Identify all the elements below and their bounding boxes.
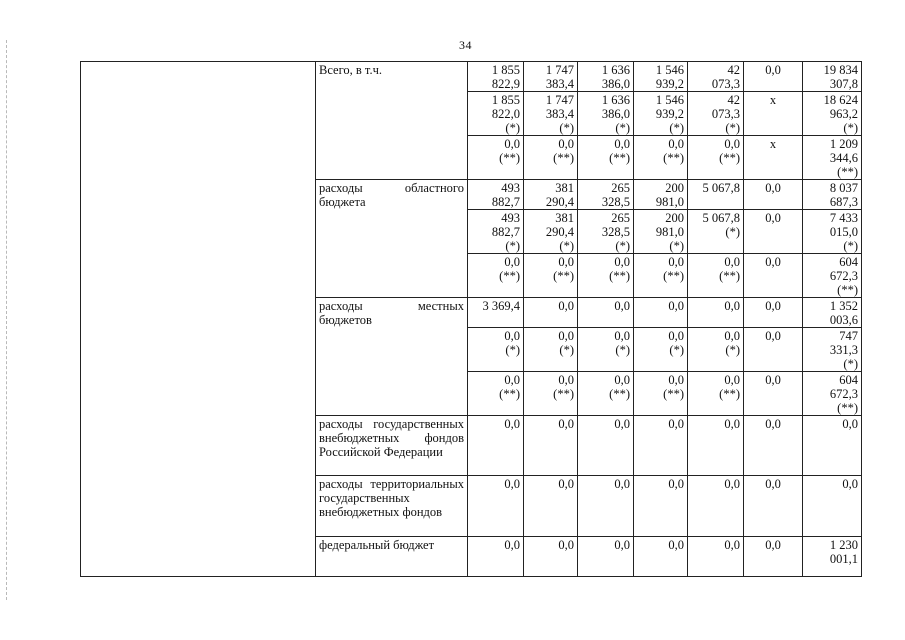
value-cell: 8 037 687,3: [803, 180, 862, 210]
value-cell: 0,0: [744, 372, 803, 416]
value-cell: 0,0: [634, 416, 688, 476]
budget-table: [80, 61, 862, 577]
value-cell: 0,0: [803, 416, 862, 476]
value-cell: 0,0 (**): [634, 136, 688, 180]
value-cell: 0,0 (**): [468, 254, 524, 298]
row-label: расходы местных бюджетов: [316, 298, 468, 416]
value-cell: х: [744, 136, 803, 180]
scan-edge-line: [6, 40, 7, 600]
value-cell: 0,0 (*): [578, 328, 634, 372]
value-cell: 200 981,0 (*): [634, 210, 688, 254]
value-cell: 0,0 (**): [524, 254, 578, 298]
value-cell: 0,0: [744, 210, 803, 254]
page-number: 34: [459, 38, 472, 52]
value-cell: 604 672,3 (**): [803, 254, 862, 298]
row-label: расходы территориальных государственных внебюджетных фондов: [316, 476, 468, 537]
value-cell: 0,0: [744, 537, 803, 577]
value-cell: 1 230 001,1: [803, 537, 862, 577]
value-cell: 0,0 (**): [578, 372, 634, 416]
value-cell: 0,0 (*): [468, 328, 524, 372]
value-cell: 1 747 383,4: [524, 62, 578, 92]
value-cell: 1 855 822,0 (*): [468, 92, 524, 136]
value-cell: х: [744, 92, 803, 136]
value-cell: 0,0 (**): [524, 372, 578, 416]
value-cell: 1 546 939,2 (*): [634, 92, 688, 136]
row-label: Всего, в т.ч.: [316, 62, 468, 180]
budget-table-body: [81, 62, 862, 577]
value-cell: 0,0 (*): [634, 328, 688, 372]
value-cell: 0,0: [744, 476, 803, 537]
value-cell: 0,0 (**): [468, 136, 524, 180]
value-cell: 0,0: [524, 416, 578, 476]
value-cell: 3 369,4: [468, 298, 524, 328]
value-cell: 0,0: [524, 476, 578, 537]
value-cell: 0,0 (*): [688, 328, 744, 372]
value-cell: 493 882,7 (*): [468, 210, 524, 254]
value-cell: 0,0: [634, 476, 688, 537]
value-cell: 5 067,8: [688, 180, 744, 210]
value-cell: 0,0: [634, 298, 688, 328]
value-cell: 200 981,0: [634, 180, 688, 210]
value-cell: 0,0 (**): [688, 136, 744, 180]
value-cell: 0,0 (*): [524, 328, 578, 372]
row-label: расходы областного бюджета: [316, 180, 468, 298]
value-cell: 265 328,5: [578, 180, 634, 210]
value-cell: 0,0 (**): [688, 254, 744, 298]
value-cell: 0,0 (**): [578, 136, 634, 180]
value-cell: 0,0: [744, 298, 803, 328]
value-cell: 0,0: [468, 476, 524, 537]
value-cell: 265 328,5 (*): [578, 210, 634, 254]
value-cell: 604 672,3 (**): [803, 372, 862, 416]
value-cell: 0,0 (**): [468, 372, 524, 416]
table-row: [81, 62, 862, 92]
value-cell: 381 290,4 (*): [524, 210, 578, 254]
value-cell: 42 073,3: [688, 62, 744, 92]
value-cell: 1 546 939,2: [634, 62, 688, 92]
value-cell: 5 067,8 (*): [688, 210, 744, 254]
value-cell: 0,0 (**): [578, 254, 634, 298]
value-cell: 0,0 (**): [524, 136, 578, 180]
value-cell: 0,0: [524, 298, 578, 328]
value-cell: 18 624 963,2 (*): [803, 92, 862, 136]
value-cell: 1 636 386,0 (*): [578, 92, 634, 136]
value-cell: 1 636 386,0: [578, 62, 634, 92]
value-cell: 0,0: [578, 298, 634, 328]
value-cell: 747 331,3 (*): [803, 328, 862, 372]
row-label: федеральный бюджет: [316, 537, 468, 577]
value-cell: 1 855 822,9: [468, 62, 524, 92]
value-cell: 0,0: [744, 180, 803, 210]
value-cell: 0,0: [578, 537, 634, 577]
value-cell: 0,0: [688, 298, 744, 328]
value-cell: 0,0: [744, 416, 803, 476]
value-cell: 0,0 (**): [688, 372, 744, 416]
value-cell: 1 352 003,6: [803, 298, 862, 328]
value-cell: 7 433 015,0 (*): [803, 210, 862, 254]
value-cell: 0,0: [578, 416, 634, 476]
value-cell: 0,0: [744, 328, 803, 372]
row-label: расходы государственных внебюджетных фондов Российской Федерации: [316, 416, 468, 476]
value-cell: 0,0: [468, 416, 524, 476]
value-cell: 0,0 (**): [634, 254, 688, 298]
value-cell: 381 290,4: [524, 180, 578, 210]
value-cell: 493 882,7: [468, 180, 524, 210]
value-cell: 1 747 383,4 (*): [524, 92, 578, 136]
value-cell: 0,0: [688, 416, 744, 476]
value-cell: 0,0: [744, 62, 803, 92]
value-cell: 1 209 344,6 (**): [803, 136, 862, 180]
value-cell: 0,0: [744, 254, 803, 298]
value-cell: 0,0: [468, 537, 524, 577]
value-cell: 0,0: [524, 537, 578, 577]
value-cell: 0,0: [578, 476, 634, 537]
value-cell: 0,0 (**): [634, 372, 688, 416]
value-cell: 0,0: [688, 537, 744, 577]
value-cell: 0,0: [688, 476, 744, 537]
value-cell: 0,0: [803, 476, 862, 537]
value-cell: 42 073,3 (*): [688, 92, 744, 136]
value-cell: 19 834 307,8: [803, 62, 862, 92]
empty-cell: [81, 62, 316, 577]
value-cell: 0,0: [634, 537, 688, 577]
